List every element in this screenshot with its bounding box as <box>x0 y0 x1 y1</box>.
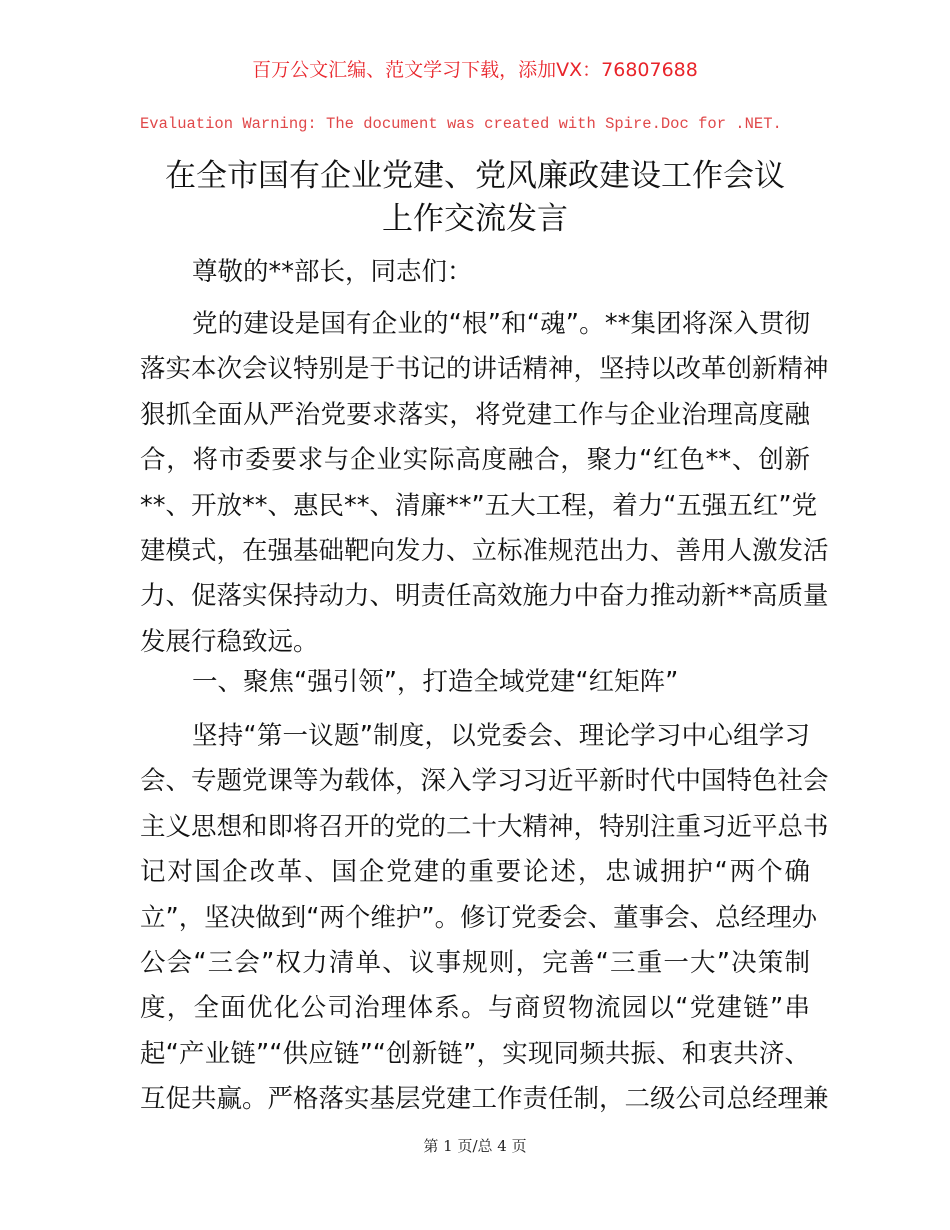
section-heading-1 <box>140 660 810 705</box>
paragraph-line: 互促共赢。严格落实基层党建工作责任制，二级公司总经理兼 <box>140 1084 829 1115</box>
paragraph-line: 狠抓全面从严治党要求落实，将党建工作与企业治理高度融 <box>140 399 810 430</box>
download-banner: 百万公文汇编、范文学习下载，添加VX：76807688 <box>252 59 698 81</box>
title-line-1: 在全市国有企业党建、党风廉政建设工作会议 <box>165 158 785 194</box>
paragraph-2 <box>140 714 829 1123</box>
paragraph-line: 力、促落实保持动力、明责任高效施力中奋力推动新**高质量 <box>140 581 829 612</box>
paragraph-line: 会、专题党课等为载体，深入学习习近平新时代中国特色社会 <box>140 766 829 797</box>
evaluation-warning: Evaluation Warning: The document was created with Spire.Doc for .NET. <box>140 115 782 133</box>
paragraph-line: **、开放**、惠民**、清廉**”五大工程，着力“五强五红”党 <box>140 490 818 521</box>
paragraph-1 <box>140 302 829 665</box>
page-indicator: 第 1 页/总 4 页 <box>423 1137 527 1155</box>
paragraph-line: 起“产业链”“供应链”“创新链”，实现同频共振、和衷共济、 <box>140 1038 810 1069</box>
paragraph-line: 坚持“第一议题”制度，以党委会、理论学习中心组学习 <box>192 721 810 751</box>
paragraph-line: 落实本次会议特别是于书记的讲话精神，坚持以改革创新精神 <box>140 354 829 385</box>
section-heading-text: 一、聚焦“强引领”，打造全域党建“红矩阵” <box>192 667 679 697</box>
paragraph-line: 公会“三会”权力清单、议事规则，完善“三重一大”决策制 <box>140 947 810 978</box>
paragraph-line: 发展行稳致远。 <box>140 626 319 657</box>
paragraph-line: 合，将市委要求与企业实际高度融合，聚力“红色**、创新 <box>140 445 810 476</box>
paragraph-line: 主义思想和即将召开的党的二十大精神，特别注重习近平总书 <box>140 811 829 842</box>
paragraph-line: 度，全面优化公司治理体系。与商贸物流园以“党建链”串 <box>140 993 810 1024</box>
paragraph-line: 立”，坚决做到“两个维护”。修订党委会、董事会、总经理办 <box>140 902 818 933</box>
document-title <box>0 155 950 241</box>
paragraph-line: 记对国企改革、国企党建的重要论述，忠诚拥护“两个确 <box>140 857 810 888</box>
title-line-2: 上作交流发言 <box>382 201 568 237</box>
salutation <box>140 250 810 295</box>
salutation-text: 尊敬的**部长，同志们： <box>192 257 473 287</box>
paragraph-line: 建模式，在强基础靶向发力、立标准规范出力、善用人激发活 <box>140 535 829 566</box>
paragraph-line: 党的建设是国有企业的“根”和“魂”。**集团将深入贯彻 <box>192 309 810 339</box>
